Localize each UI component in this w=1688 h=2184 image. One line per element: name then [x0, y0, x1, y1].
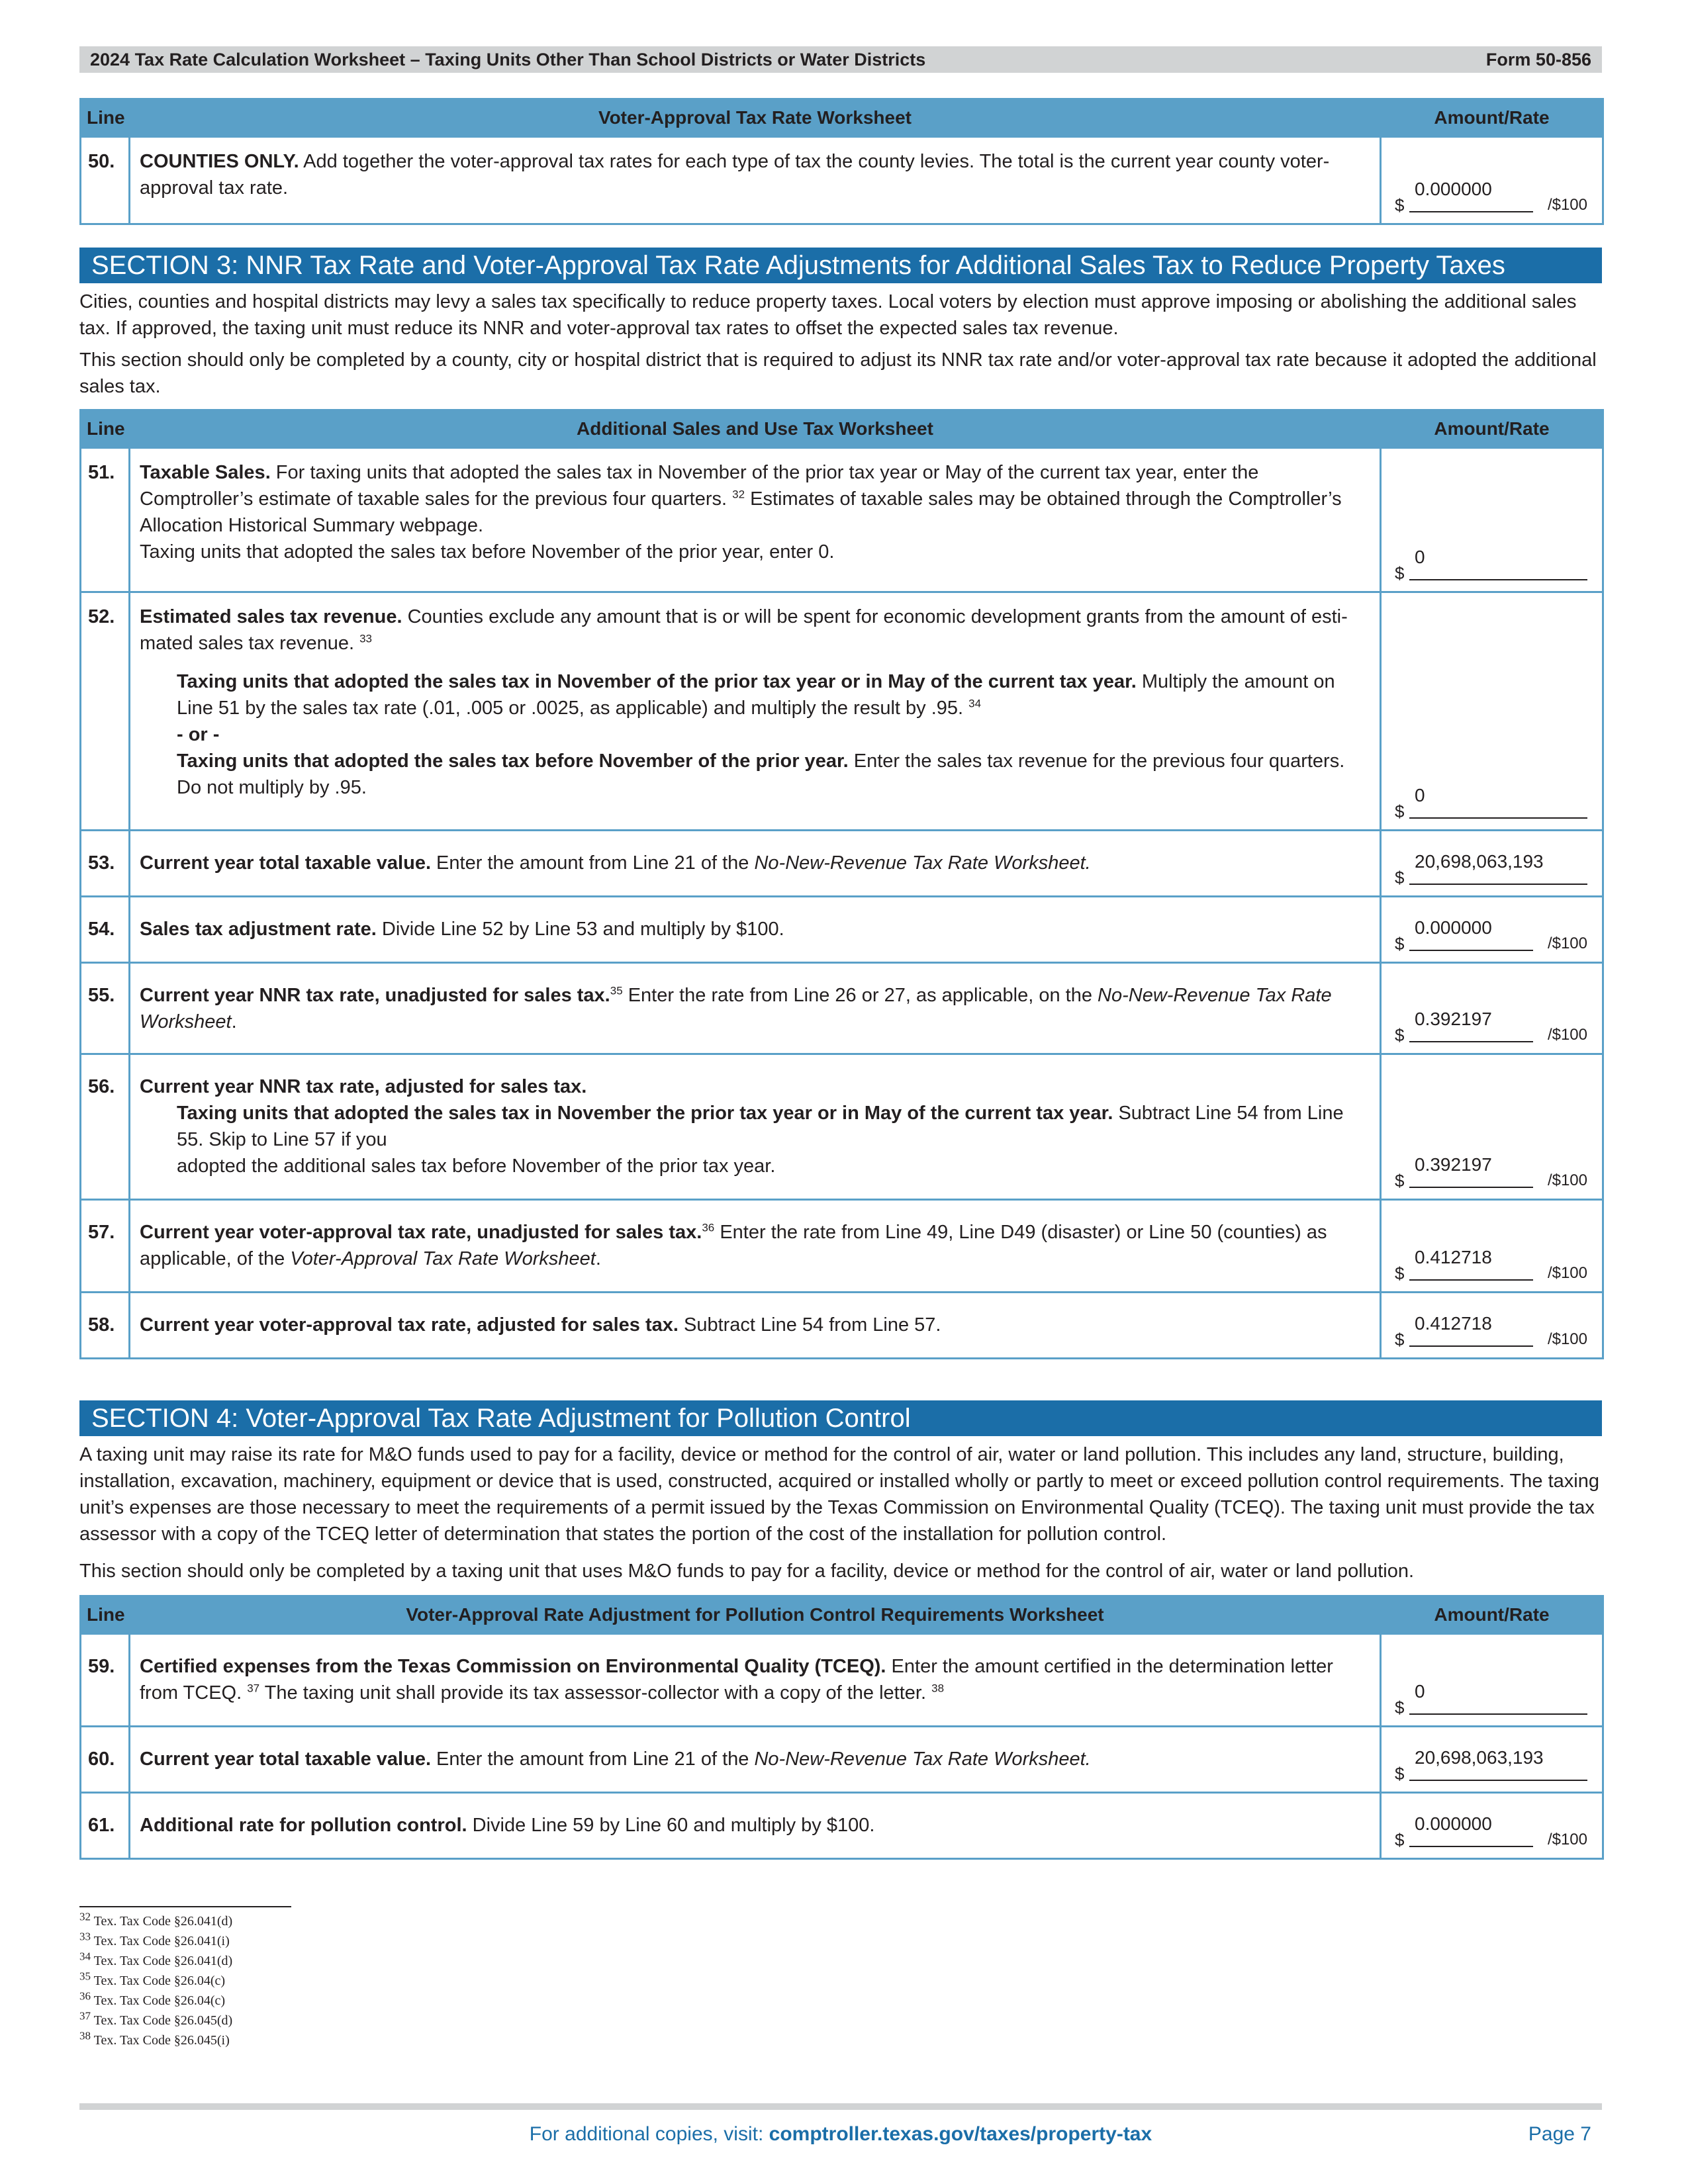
table-header-row [81, 1596, 1603, 1634]
line-description: Estimated sales tax revenue. Counties exclude any amount that is or will be spent for economic development grants from the amount of estimated sales tax revenue. $^{33}$ Taxing units that adopted the sales tax in November of the prior tax year or in May of the current tax year. Multiply the amount on Line 51 by the sales tax rate (.01, .005 or .0025, as applicable) and multiply the result by .95. $^{34}$ - or - Taxing units that adopted the sales tax before November of the prior year. Enter the sales tax revenue for the previous four quarters. Do not multiply by .95. [130, 592, 1381, 831]
line-description: Current year voter-approval tax rate, unadjusted for sales tax.$^{36}$ Enter the rate from Line 49, Line D49 (disaster) or Line 50 (counties) as applicable, of the Voter-Approval Tax Rate Worksheet. [130, 1200, 1381, 1293]
line-number: 57. [81, 1200, 130, 1293]
table-row [81, 897, 1603, 963]
line-description: Current year voter-approval tax rate, adjusted for sales tax. Subtract Line 54 from Line 57. [130, 1293, 1381, 1359]
footnote: $^{35}$ Tex. Tax Code §26.04(c) [79, 1970, 226, 1988]
line-number: 56. [81, 1054, 130, 1200]
rate-value[interactable]: 0.392197 [1415, 1009, 1492, 1029]
line-number: 52. [81, 592, 130, 831]
line-number: 50. [81, 137, 130, 224]
footnote: $^{32}$ Tex. Tax Code §26.041(d) [79, 1910, 233, 1929]
footnote: $^{34}$ Tex. Tax Code §26.041(d) [79, 1950, 233, 1968]
amount-column-header: Amount/Rate [1381, 99, 1603, 137]
line-column-header: Line [81, 1596, 130, 1634]
line-number: 58. [81, 1293, 130, 1359]
section-3-intro: Cities, counties and hospital districts may levy a sales tax specifically to reduce property taxes. Local voters by election must approve imposing or abolishing the additional sales tax. If approved, the taxing unit must reduce its NNR and voter-approval tax rates to offset the expected sales tax revenue. [79, 291, 1577, 339]
rate-value[interactable]: 0.000000 [1415, 179, 1492, 199]
amount-value[interactable]: 0 [1415, 785, 1425, 805]
table-header-row [81, 99, 1603, 137]
footnote-divider [79, 1906, 291, 1907]
table-row [81, 1293, 1603, 1359]
section-4-heading: SECTION 4: Voter-Approval Tax Rate Adjustment for Pollution Control [79, 1400, 1602, 1436]
rate-field[interactable]: $ 0.000000 /$100 [1381, 137, 1603, 224]
line-column-header: Line [81, 99, 130, 137]
line-description: COUNTIES ONLY. Add together the voter-approval tax rates for each type of tax the county levies. The total is the current year county voter-approval tax rate. [130, 137, 1381, 224]
line-number: 51. [81, 448, 130, 592]
sales-tax-worksheet-table [79, 409, 1604, 1359]
amount-value[interactable]: 0 [1415, 547, 1425, 567]
section-4-instructions: This section should only be completed by a taxing unit that uses M&O funds to pay for a facility, device or method for the control of air, water or land pollution. [79, 1561, 1415, 1582]
amount-field[interactable]: $ 0 [1381, 1634, 1603, 1727]
amount-field[interactable]: $ 0 [1381, 592, 1603, 831]
line-number: 61. [81, 1793, 130, 1859]
section-4-intro: A taxing unit may raise its rate for M&O funds used to pay for a facility, device or method for the control of air, water or land pollution. This includes any land, structure, building, installation, excavation, machinery, equipment or device that is used, constructed, acquired or installed wholly or partly to meet or exceed pollution control requirements. The taxing unit’s expenses are those necessary to meet the requirements of a permit issued by the Texas Commission on Environmental Quality (TCEQ). The taxing unit must provide the tax assessor with a copy of the TCEQ letter of determination that states the portion of the cost of the installation for pollution control. [79, 1444, 1599, 1545]
pollution-control-worksheet-table [79, 1595, 1604, 1860]
table-row [81, 137, 1603, 224]
rate-value[interactable]: 0.000000 [1415, 1813, 1492, 1834]
amount-value[interactable]: 20,698,063,193 [1415, 1747, 1544, 1768]
form-page [79, 46, 1602, 2050]
table-header-row [81, 410, 1603, 448]
rate-field[interactable]: $ 0.392197 /$100 [1381, 963, 1603, 1054]
line-column-header: Line [81, 410, 130, 448]
rate-field[interactable]: $ 0.412718 /$100 [1381, 1293, 1603, 1359]
page-number: Page 7 [1528, 2123, 1591, 2145]
rate-value[interactable]: 0.412718 [1415, 1313, 1492, 1334]
line-number: 59. [81, 1634, 130, 1727]
table-row [81, 448, 1603, 592]
footer-url-link[interactable]: comptroller.texas.gov/taxes/property-tax [769, 2123, 1152, 2145]
footnotes [79, 1911, 1602, 2050]
line-number: 54. [81, 897, 130, 963]
line-number: 55. [81, 963, 130, 1054]
line-description: Current year total taxable value. Enter the amount from Line 21 of the No-New-Revenue Tax Rate Worksheet. [130, 1727, 1381, 1793]
rate-field[interactable]: $ 0.392197 /$100 [1381, 1054, 1603, 1200]
footnote: $^{37}$ Tex. Tax Code §26.045(d) [79, 2009, 233, 2028]
form-title: 2024 Tax Rate Calculation Worksheet – Taxing Units Other Than School Districts or Water Districts [90, 49, 926, 69]
rate-field[interactable]: $ 0.412718 /$100 [1381, 1200, 1603, 1293]
amount-field[interactable]: $ 20,698,063,193 [1381, 831, 1603, 897]
table-row [81, 963, 1603, 1054]
line-description: Current year NNR tax rate, adjusted for sales tax. Taxing units that adopted the sales tax in November the prior tax year or in May of the current tax year. Subtract Line 54 from Line 55. Skip to Line 57 if you adopted the additional sales tax before November of the prior tax year. [130, 1054, 1381, 1200]
form-number: Form 50-856 [1485, 49, 1591, 69]
form-header-bar [79, 46, 1602, 73]
amount-column-header: Amount/Rate [1381, 1596, 1603, 1634]
amount-value[interactable]: 20,698,063,193 [1415, 851, 1544, 872]
footer-rule [79, 2103, 1602, 2110]
amount-field[interactable]: $ 0 [1381, 448, 1603, 592]
table-row [81, 1634, 1603, 1727]
footnote: $^{36}$ Tex. Tax Code §26.04(c) [79, 1989, 226, 2008]
rate-field[interactable]: $ 0.000000 /$100 [1381, 897, 1603, 963]
worksheet-title: Voter-Approval Rate Adjustment for Pollution Control Requirements Worksheet [130, 1596, 1381, 1634]
line-description: Taxable Sales. For taxing units that adopted the sales tax in November of the prior tax year or May of the current tax year, enter the Comptroller’s estimate of taxable sales for the previous four quarters. $^{32}$ Estimates of taxable sales may be obtained through the Comptroller’s Allocation Historical Summary webpage. Taxing units that adopted the sales tax before November of the prior year, enter 0. [130, 448, 1381, 592]
line-description: Additional rate for pollution control. Divide Line 59 by Line 60 and multiply by $100. [130, 1793, 1381, 1859]
line-number: 53. [81, 831, 130, 897]
line-description: Current year total taxable value. Enter the amount from Line 21 of the No-New-Revenue Tax Rate Worksheet. [130, 831, 1381, 897]
amount-value[interactable]: 0 [1415, 1681, 1425, 1702]
rate-value[interactable]: 0.000000 [1415, 917, 1492, 938]
section-3-heading: SECTION 3: NNR Tax Rate and Voter-Approval Tax Rate Adjustments for Additional Sales Tax to Reduce Property Taxes [79, 248, 1602, 283]
table-row [81, 1793, 1603, 1859]
footnote: $^{38}$ Tex. Tax Code §26.045(i) [79, 2029, 230, 2048]
table-row [81, 592, 1603, 831]
worksheet-title: Additional Sales and Use Tax Worksheet [130, 410, 1381, 448]
line-description: Certified expenses from the Texas Commission on Environmental Quality (TCEQ). Enter the amount certified in the determination letter from TCEQ. $^{37}$ The taxing unit shall provide its tax assessor-collector with a copy of the letter. $^{38}$ [130, 1634, 1381, 1727]
rate-value[interactable]: 0.412718 [1415, 1247, 1492, 1267]
line-description: Current year NNR tax rate, unadjusted for sales tax.$^{35}$ Enter the rate from Line 26 or 27, as applicable, on the No-New-Revenue Tax Rate Worksheet. [130, 963, 1381, 1054]
rate-field[interactable]: $ 0.000000 /$100 [1381, 1793, 1603, 1859]
table-row [81, 831, 1603, 897]
voter-approval-worksheet-table [79, 98, 1604, 225]
worksheet-title: Voter-Approval Tax Rate Worksheet [130, 99, 1381, 137]
line-number: 60. [81, 1727, 130, 1793]
amount-field[interactable]: $ 20,698,063,193 [1381, 1727, 1603, 1793]
table-row [81, 1727, 1603, 1793]
line-description: Sales tax adjustment rate. Divide Line 52 by Line 53 and multiply by $100. [130, 897, 1381, 963]
amount-column-header: Amount/Rate [1381, 410, 1603, 448]
section-3-instructions: This section should only be completed by a county, city or hospital district that is required to adjust its NNR tax rate and/or voter-approval tax rate because it adopted the additional sales tax. [79, 349, 1597, 397]
rate-value[interactable]: 0.392197 [1415, 1154, 1492, 1175]
table-row [81, 1054, 1603, 1200]
table-row [81, 1200, 1603, 1293]
footer-copies-note: For additional copies, visit: comptroller.texas.gov/taxes/property-tax [529, 2123, 1152, 2145]
footnote: $^{33}$ Tex. Tax Code §26.041(i) [79, 1930, 230, 1948]
